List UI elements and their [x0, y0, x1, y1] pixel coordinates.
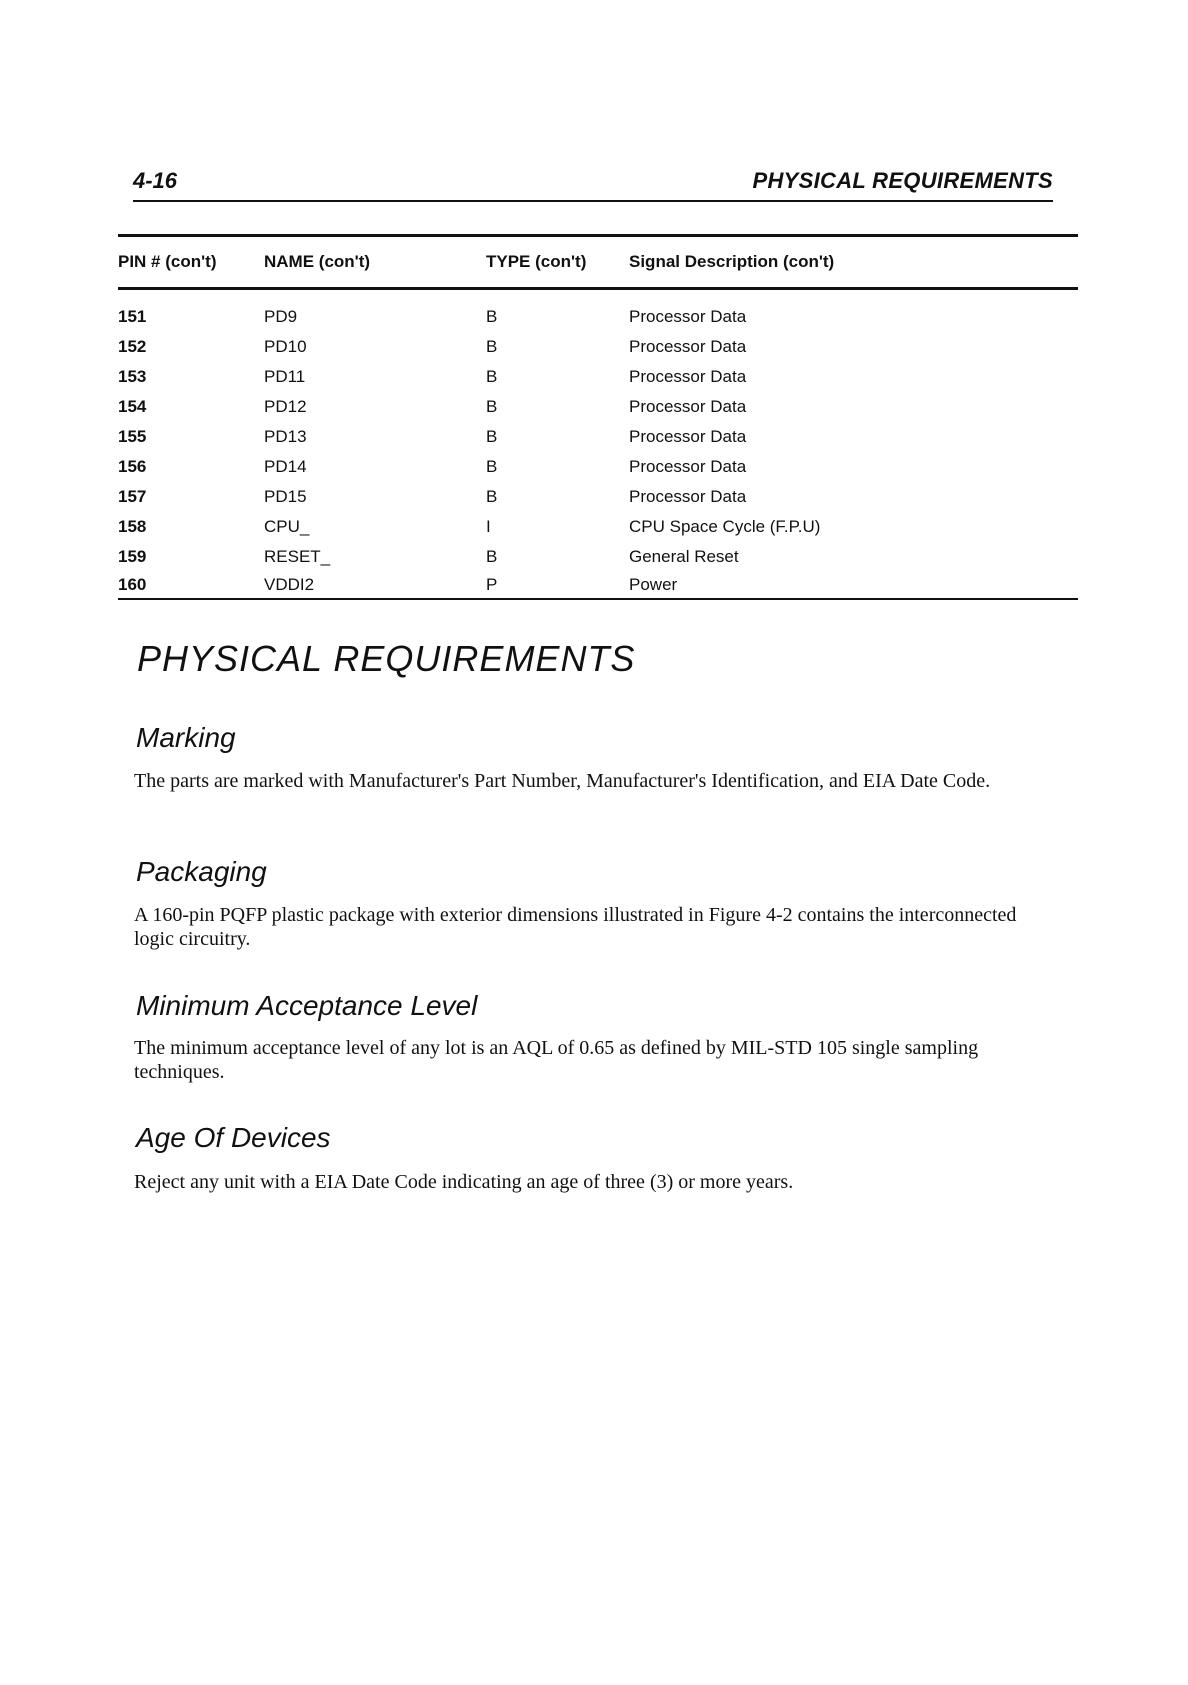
pin-cell: 157 — [118, 487, 147, 506]
page-number: 4-16 — [133, 168, 178, 193]
type-cell: I — [486, 517, 491, 536]
table-row — [118, 482, 1078, 512]
name-cell: CPU_ — [264, 517, 310, 536]
header-pin: PIN # (con't) — [118, 236, 264, 289]
description-cell: Power — [629, 572, 1078, 599]
name-cell: PD14 — [264, 457, 307, 476]
description-cell: Processor Data — [629, 457, 747, 476]
type-cell: B — [486, 457, 498, 476]
type-cell: P — [486, 572, 629, 599]
section-title: PHYSICAL REQUIREMENTS — [137, 638, 636, 679]
name-cell: PD13 — [264, 427, 307, 446]
description-cell: Processor Data — [629, 337, 747, 356]
name-cell: PD11 — [264, 367, 306, 386]
name-cell: PD9 — [264, 307, 298, 326]
pin-cell: 159 — [118, 547, 147, 566]
description-cell: Processor Data — [629, 367, 747, 386]
type-cell: B — [486, 307, 498, 326]
header-description: Signal Description (con't) — [629, 236, 1078, 289]
header-type: TYPE (con't) — [486, 236, 629, 289]
table-row — [118, 512, 1078, 542]
name-cell: VDDI2 — [264, 572, 486, 599]
name-cell: PD12 — [264, 397, 307, 416]
page-header — [133, 164, 1053, 202]
header-name: NAME (con't) — [264, 236, 486, 289]
age-heading: Age Of Devices — [136, 1122, 331, 1153]
name-cell: PD10 — [264, 337, 307, 356]
running-title: PHYSICAL REQUIREMENTS — [752, 168, 1053, 193]
description-cell: Processor Data — [629, 487, 747, 506]
type-cell: B — [486, 547, 498, 566]
pin-cell: 160 — [118, 572, 264, 599]
pin-cell: 153 — [118, 367, 147, 386]
table-header-row — [118, 236, 1078, 289]
pin-cell: 152 — [118, 337, 147, 356]
type-cell: B — [486, 427, 498, 446]
description-cell: Processor Data — [629, 397, 747, 416]
marking-heading: Marking — [136, 722, 236, 753]
pin-cell: 154 — [118, 397, 147, 416]
pin-cell: 156 — [118, 457, 147, 476]
name-cell: PD15 — [264, 487, 307, 506]
type-cell: B — [486, 487, 498, 506]
table-row — [118, 422, 1078, 452]
description-cell: General Reset — [629, 547, 739, 566]
packaging-heading: Packaging — [136, 856, 267, 887]
name-cell: RESET_ — [264, 547, 331, 566]
acceptance-heading: Minimum Acceptance Level — [136, 990, 478, 1021]
description-cell: CPU Space Cycle (F.P.U) — [629, 517, 821, 536]
table-row — [118, 289, 1078, 333]
table-row — [118, 452, 1078, 482]
type-cell: B — [486, 397, 498, 416]
packaging-text: A 160-pin PQFP plastic package with exterior dimensions illustrated in Figure 4-2 contains the interconnected logic circuitry. — [134, 904, 1017, 950]
description-cell: Processor Data — [629, 427, 747, 446]
acceptance-text: The minimum acceptance level of any lot is an AQL of 0.65 as defined by MIL-STD 105 single sampling techniques. — [134, 1037, 979, 1083]
table-row — [118, 572, 1078, 599]
pin-table — [118, 234, 1078, 600]
table-row — [118, 332, 1078, 362]
description-cell: Processor Data — [629, 307, 747, 326]
type-cell: B — [486, 337, 498, 356]
table-row — [118, 542, 1078, 572]
pin-cell: 155 — [118, 427, 147, 446]
pin-cell: 151 — [118, 307, 147, 326]
marking-text: The parts are marked with Manufacturer's Part Number, Manufacturer's Identification, and EIA Date Code. — [134, 770, 991, 792]
type-cell: B — [486, 367, 498, 386]
table-row — [118, 362, 1078, 392]
age-text: Reject any unit with a EIA Date Code indicating an age of three (3) or more years. — [134, 1171, 794, 1193]
pin-cell: 158 — [118, 517, 147, 536]
table-row — [118, 392, 1078, 422]
